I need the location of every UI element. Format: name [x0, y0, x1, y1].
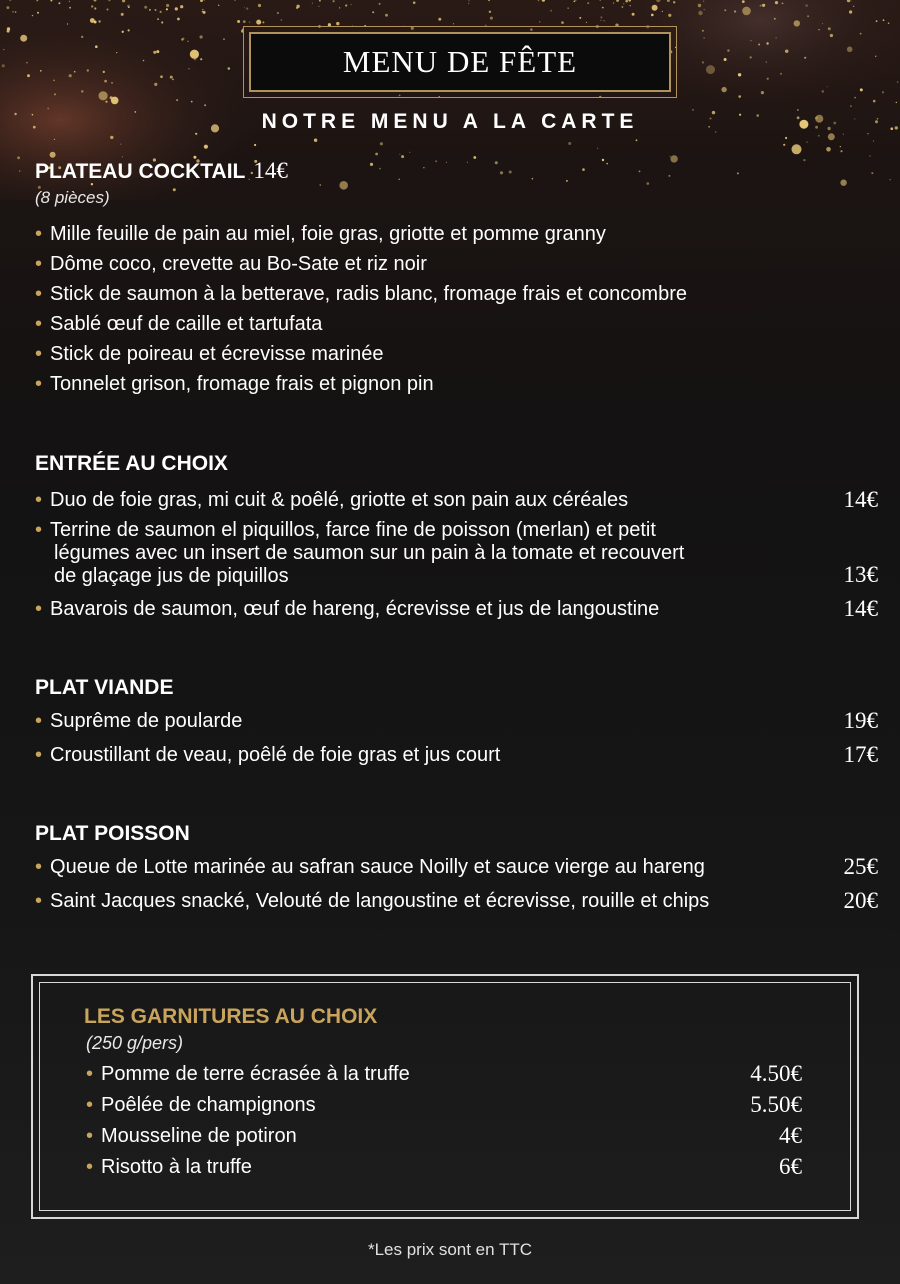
- plateau-title: PLATEAU COCKTAIL: [35, 160, 246, 183]
- item-label: Terrine de saumon el piquillos, farce fine de poisson (merlan) et petit: [50, 519, 656, 541]
- list-item: [86, 1156, 252, 1179]
- item-label: Poêlée de champignons: [101, 1094, 316, 1116]
- item-label: Tonnelet grison, fromage frais et pignon pin: [50, 373, 434, 395]
- bullet-icon: •: [35, 223, 43, 245]
- item-price: 14€: [843, 596, 878, 621]
- list-item: [35, 598, 659, 621]
- item-price: 6€: [779, 1154, 802, 1179]
- menu-subtitle: NOTRE MENU A LA CARTE: [261, 110, 639, 133]
- section-heading-entree: ENTRÉE AU CHOIX: [35, 452, 228, 475]
- bullet-icon: •: [35, 253, 43, 275]
- list-item: [35, 519, 656, 542]
- list-item: [35, 489, 628, 512]
- bullet-icon: •: [86, 1094, 94, 1116]
- bullet-icon: •: [35, 710, 43, 732]
- item-label: Mousseline de potiron: [101, 1125, 297, 1147]
- list-item: [35, 253, 427, 276]
- item-label: Duo de foie gras, mi cuit & poêlé, griotte et son pain aux céréales: [50, 489, 629, 511]
- bullet-icon: •: [35, 519, 43, 541]
- menu-title: MENU DE FÊTE: [342, 44, 578, 79]
- item-label: Suprême de poularde: [50, 710, 243, 732]
- price-footnote: *Les prix sont en TTC: [367, 1240, 533, 1259]
- item-label: Croustillant de veau, poêlé de foie gras et jus court: [50, 744, 501, 766]
- list-item: [35, 890, 709, 913]
- item-label: Saint Jacques snacké, Velouté de langoustine et écrevisse, rouille et chips: [50, 890, 710, 912]
- item-label-continued: de glaçage jus de piquillos: [54, 565, 289, 587]
- item-price: 20€: [843, 888, 878, 913]
- bullet-icon: •: [35, 598, 43, 620]
- item-label: Stick de poireau et écrevisse marinée: [50, 343, 384, 365]
- item-price: 14€: [843, 487, 878, 512]
- item-price: 5.50€: [750, 1092, 802, 1117]
- menu-title-frame: [243, 26, 677, 98]
- item-price: 17€: [843, 742, 878, 767]
- bullet-icon: •: [35, 373, 43, 395]
- bullet-icon: •: [86, 1063, 94, 1085]
- list-item: [35, 223, 606, 246]
- item-price: 19€: [843, 708, 878, 733]
- bullet-icon: •: [35, 313, 43, 335]
- bullet-icon: •: [35, 856, 43, 878]
- item-label: Queue de Lotte marinée au safran sauce Noilly et sauce vierge au hareng: [50, 856, 705, 878]
- bullet-icon: •: [86, 1156, 94, 1178]
- bullet-icon: •: [35, 744, 43, 766]
- item-price: 4.50€: [750, 1061, 802, 1086]
- list-item: [35, 343, 384, 366]
- list-item: [35, 710, 242, 733]
- section-heading-plateau: [35, 158, 288, 184]
- bullet-icon: •: [35, 343, 43, 365]
- section-heading-poisson: PLAT POISSON: [35, 822, 190, 845]
- bullet-icon: •: [35, 890, 43, 912]
- item-price: 13€: [843, 562, 878, 587]
- list-item: [86, 1063, 410, 1086]
- list-item: [35, 744, 500, 767]
- item-label: Sablé œuf de caille et tartufata: [50, 313, 323, 335]
- list-item: [35, 856, 705, 879]
- list-item: [86, 1094, 316, 1117]
- item-label: Risotto à la truffe: [101, 1156, 252, 1178]
- item-price: 4€: [779, 1123, 802, 1148]
- plateau-note: (8 pièces): [35, 188, 110, 207]
- list-item: [35, 283, 687, 306]
- list-item: [35, 313, 322, 336]
- bullet-icon: •: [35, 489, 43, 511]
- item-label: Mille feuille de pain au miel, foie gras, griotte et pomme granny: [50, 223, 606, 245]
- garnitures-title: LES GARNITURES AU CHOIX: [84, 1005, 378, 1028]
- list-item: [86, 1125, 297, 1148]
- plateau-price: 14€: [253, 158, 288, 183]
- bullet-icon: •: [86, 1125, 94, 1147]
- section-heading-viande: PLAT VIANDE: [35, 676, 174, 699]
- item-price: 25€: [843, 854, 878, 879]
- bullet-icon: •: [35, 283, 43, 305]
- item-label: Dôme coco, crevette au Bo-Sate et riz noir: [50, 253, 427, 275]
- list-item: [35, 373, 434, 396]
- item-label-continued: légumes avec un insert de saumon sur un pain à la tomate et recouvert: [54, 542, 685, 564]
- garnitures-note: (250 g/pers): [86, 1033, 184, 1053]
- menu-title-panel: [249, 32, 671, 92]
- item-label: Stick de saumon à la betterave, radis blanc, fromage frais et concombre: [50, 283, 687, 305]
- item-label: Pomme de terre écrasée à la truffe: [101, 1063, 410, 1085]
- item-label: Bavarois de saumon, œuf de hareng, écrevisse et jus de langoustine: [50, 598, 660, 620]
